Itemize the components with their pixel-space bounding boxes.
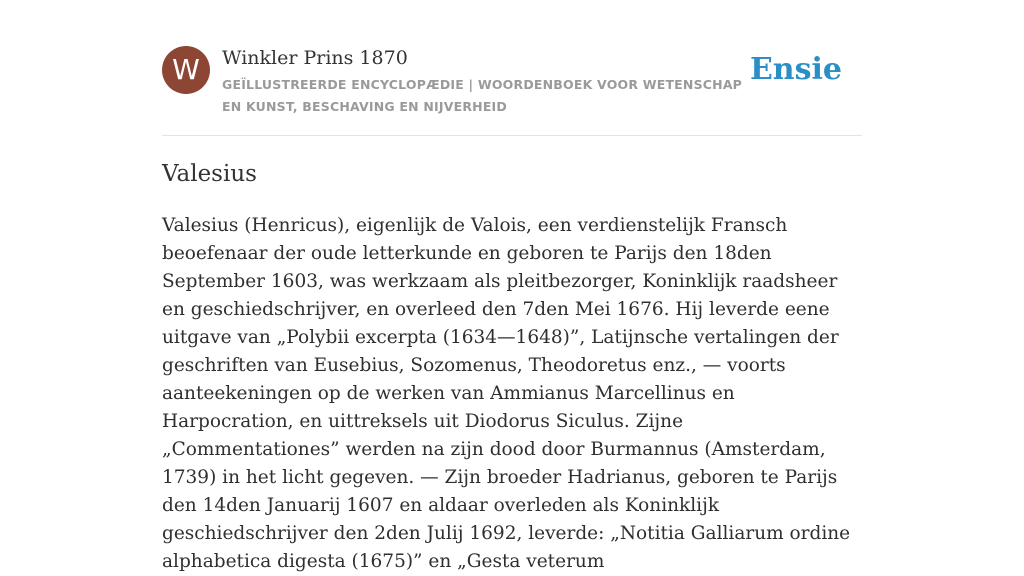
brand-logo[interactable]: Ensie (749, 52, 842, 87)
article-body: Valesius (Henricus), eigenlijk de Valois, een verdienstelijk Fransch beoefenaar der oude letterkunde en geboren te Parijs den 18den September 1603, was werkzaam als pleitbezorger, Koninklijk raadsheer en geschiedschrijver, en overleed den 7den Mei 1676. Hij leverde eene uitgave van „Polybii excerpta (1634—1648)”, Latijnsche vertalingen der geschriften van Eusebius, Sozomenus, Theodoretus enz., — voorts aanteekeningen op de werken van Ammianus Marcellinus en Harpocration, en uittreksels uit Diodorus Siculus. Zijne „Commentationes” werden na zijn dood door Burmannus (Amsterdam, 1739) in het licht gegeven. — Zijn broeder Hadrianus, geboren te Parijs den 14den Januarij 1607 en aldaar overleden als Koninklijk geschiedschrijver den 2den Julij 1692, leverde: „Notitia Galliarum ordine alphabetica digesta (1675)” en „Gesta veterum (162, 215, 851, 572)
source-avatar[interactable]: W (162, 46, 210, 94)
source-header (162, 46, 862, 116)
source-title[interactable]: Winkler Prins 1870 (222, 47, 408, 69)
source-subtitle: GEÏLLUSTREERDE ENCYCLOPÆDIE | WOORDENBOEK VOOR WETENSCHAP EN KUNST, BESCHAVING EN NIJVERHEID (222, 77, 743, 114)
article-title: Valesius (162, 161, 257, 187)
header-divider (162, 135, 862, 136)
